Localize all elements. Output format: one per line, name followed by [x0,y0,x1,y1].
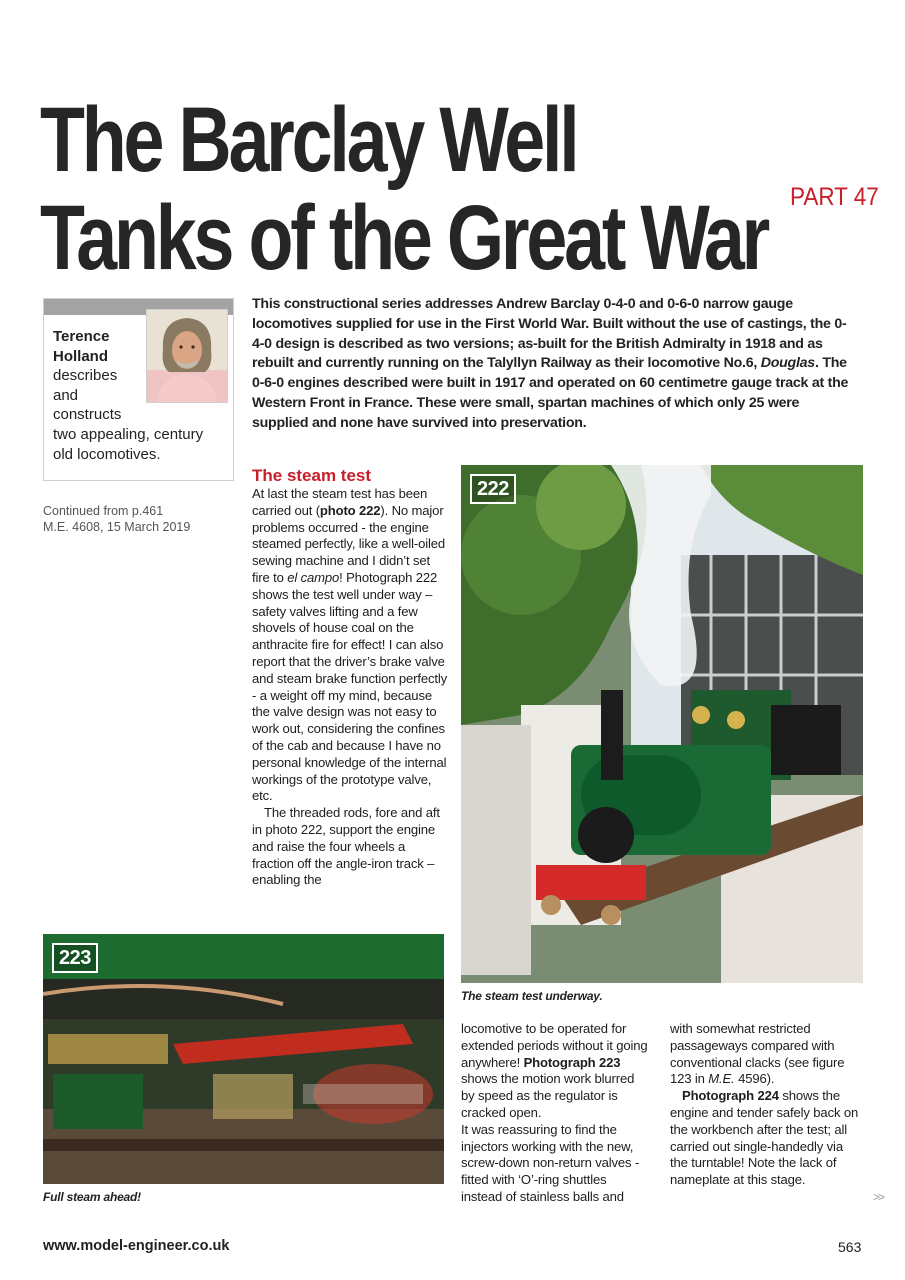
continued-from-note: Continued from p.461 M.E. 4608, 15 March 2019 [43,504,191,534]
page-number: 563 [838,1239,862,1255]
footer-website[interactable]: www.model-engineer.co.uk [43,1238,230,1254]
body-column-2 [461,1021,651,1206]
author-blurb-line: describes [53,367,118,385]
locomotive-illustration [461,465,863,983]
photo-caption: Full steam ahead! [43,1190,141,1204]
author-box [43,298,234,481]
author-first-name: Terence [53,328,110,345]
part-number: PART 47 [790,183,879,211]
motion-work-illustration [43,934,444,1184]
author-blurb-line: and [53,386,79,404]
headline-line-2: Tanks of the Great War [40,187,768,289]
intro-standfirst: This constructional series addresses Andrew Barclay 0-4-0 and 0-6-0 narrow gauge locomotives supplied for use in the First World War. Built without the use of castings, the 0-4-0 design is described as two versions; as-built for the British Admiralty in 1918 and as rebuilt and currently running on the Talyllyn Railway as their locomotive No.6, Douglas. The 0-6-0 engines described were built in 1917 and operated on 60 centimetre gauge track at the Western Front in France. These were small, spartan machines of which only 25 were supplied and none have survived into preservation. [252,296,849,431]
body-paragraph: The threaded rods, fore and aft in photo 222, support the engine and raise the four wheels a fraction off the angle-iron track – enabling the [252,805,440,888]
section-heading: The steam test [252,466,372,485]
photo-motion-work [43,934,444,1184]
author-description [53,327,223,464]
headline-line-1: The Barclay Well [40,89,577,191]
body-column-1 [252,486,448,889]
author-blurb-line: old locomotives. [53,445,161,463]
body-paragraph: locomotive to be operated for extended periods without it going anywhere! Photograph 223 shows the motion work blurred by speed as the regulator is cracked open. [461,1021,648,1120]
author-last-name: Holland [53,347,108,365]
photo-number-badge: 223 [52,943,98,973]
author-blurb-line: two appealing, century [53,425,204,443]
photo-caption: The steam test underway. [461,989,603,1003]
photo-steam-test [461,465,863,983]
continue-arrow: >> [873,1190,884,1204]
body-paragraph: with somewhat restricted passageways compared with conventional clacks (see figure 123 in M.E. 4596). [670,1021,845,1087]
body-paragraph: Photograph 224 shows the engine and tender safely back on the workbench after the test; all carried out single-handedly via the turntable! Note the lack of nameplate at this stage. [670,1088,859,1188]
photo-number-badge: 222 [470,474,516,504]
body-column-3 [670,1021,860,1189]
author-blurb-line: constructs [53,406,122,424]
body-paragraph: At last the steam test has been carried out (photo 222). No major problems occurred - the engine steamed perfectly, like a well-oiled sewing machine and I didn’t set fire to el campo! Photograph 222 shows the test well under way – safety valves lifting and a few shovels of house coal on the anthracite fire for effect! I can also report that the driver’s brake valve and steam brake function perfectly - a weight off my mind, because the valve design was not easy to work out, considering the confines of the cab and because I have no personal knowledge of the internal workings of the prototype valve, etc. [252,486,448,804]
body-paragraph: It was reassuring to find the injectors working with the new, screw-down non-return valves - fitted with ‘O’-ring shuttles instead of stainless balls and [461,1121,640,1204]
